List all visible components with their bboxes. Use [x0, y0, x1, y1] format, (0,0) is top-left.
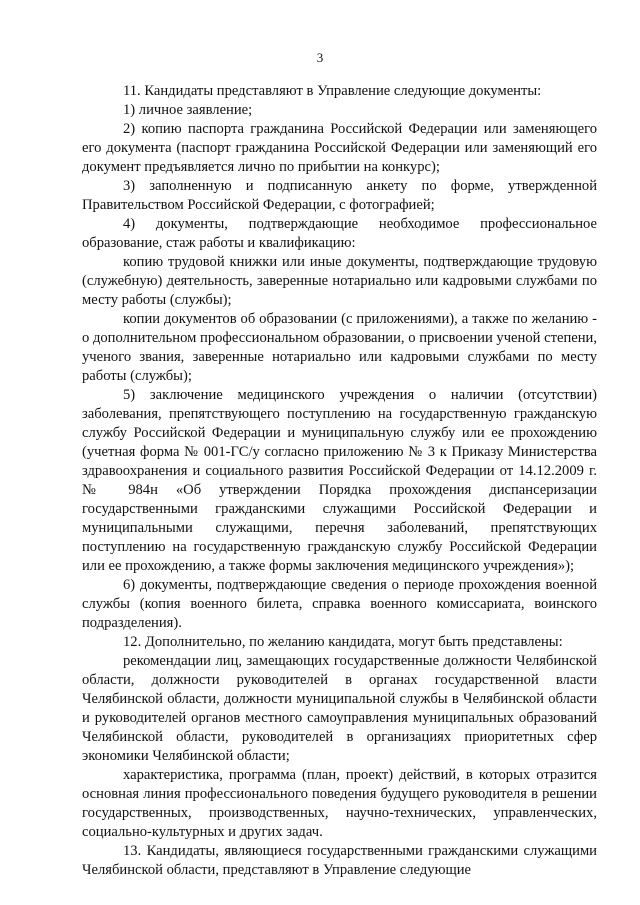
item-2: 2) копию паспорта гражданина Российской Федерации или заменяющего его документа (паспорт гражданина Российской Федерации или заменяющий его документ предъявляется лично по прибытии на конкурс); [82, 121, 597, 175]
paragraph-11: 11. Кандидаты представляют в Управление следующие документы: [123, 83, 542, 99]
item-4: 4) документы, подтверждающие необходимое профессиональное образование, стаж работы и квалификацию: [82, 216, 597, 251]
paragraph-13: 13. Кандидаты, являющиеся государственными гражданскими служащими Челябинской области, представляют в Управление следующие [82, 843, 597, 878]
item-4-education: копии документов об образовании (с приложениями), а также по желанию - о дополнительном профессиональном образовании, о присвоении ученой степени, ученого звания, заверенные нотариально или кадровыми службами по месту работы (службы); [82, 311, 597, 384]
item-4-workbook: копию трудовой книжки или иные документы, подтверждающие трудовую (служебную) деятельность, заверенные нотариально или кадровыми службами по месту работы (службы); [82, 254, 597, 308]
page-number: 3 [316, 50, 324, 65]
item-1: 1) личное заявление; [123, 102, 253, 118]
item-5: 5) заключение медицинского учреждения о наличии (отсутствии) заболевания, препятствующего поступлению на государственную гражданскую службу Российской Федерации и муниципальную службу или ее прохождению (учетная форма № 001-ГС/у согласно приложению № 3 к Приказу Министерства здравоохранения и социального развития Российской Федерации от 14.12.2009 г. № 984н «Об утверждении Порядка прохождения диспансеризации государственными гражданскими служащими Российской Федерации и муниципальными служащими, перечня заболеваний, препятствующих поступлению на государственную гражданскую службу Российской Федерации или ее прохождению, а также формы заключения медицинского учреждения»); [82, 387, 597, 574]
paragraph-12: 12. Дополнительно, по желанию кандидата, могут быть представлены: [123, 634, 563, 650]
item-12-recommendations: рекомендации лиц, замещающих государственные должности Челябинской области, должности руководителей в органах государственной власти Челябинской области, должности муниципальной службы в Челябинской области и руководителей органов местного самоуправления муниципальных образований Челябинской области, руководителей в организациях приоритетных сфер экономики Челябинской области; [82, 653, 597, 764]
document-body [82, 82, 597, 880]
item-6: 6) документы, подтверждающие сведения о периоде прохождения военной службы (копия военного билета, справка военного комиссариата, воинского подразделения). [82, 577, 597, 631]
item-3: 3) заполненную и подписанную анкету по форме, утвержденной Правительством Российской Федерации, с фотографией; [82, 178, 597, 213]
item-12-characteristic: характеристика, программа (план, проект) действий, в которых отразится основная линия профессионального поведения будущего руководителя в решении государственных, производственных, научно-технических, управленческих, социально-культурных и других задач. [82, 767, 597, 840]
